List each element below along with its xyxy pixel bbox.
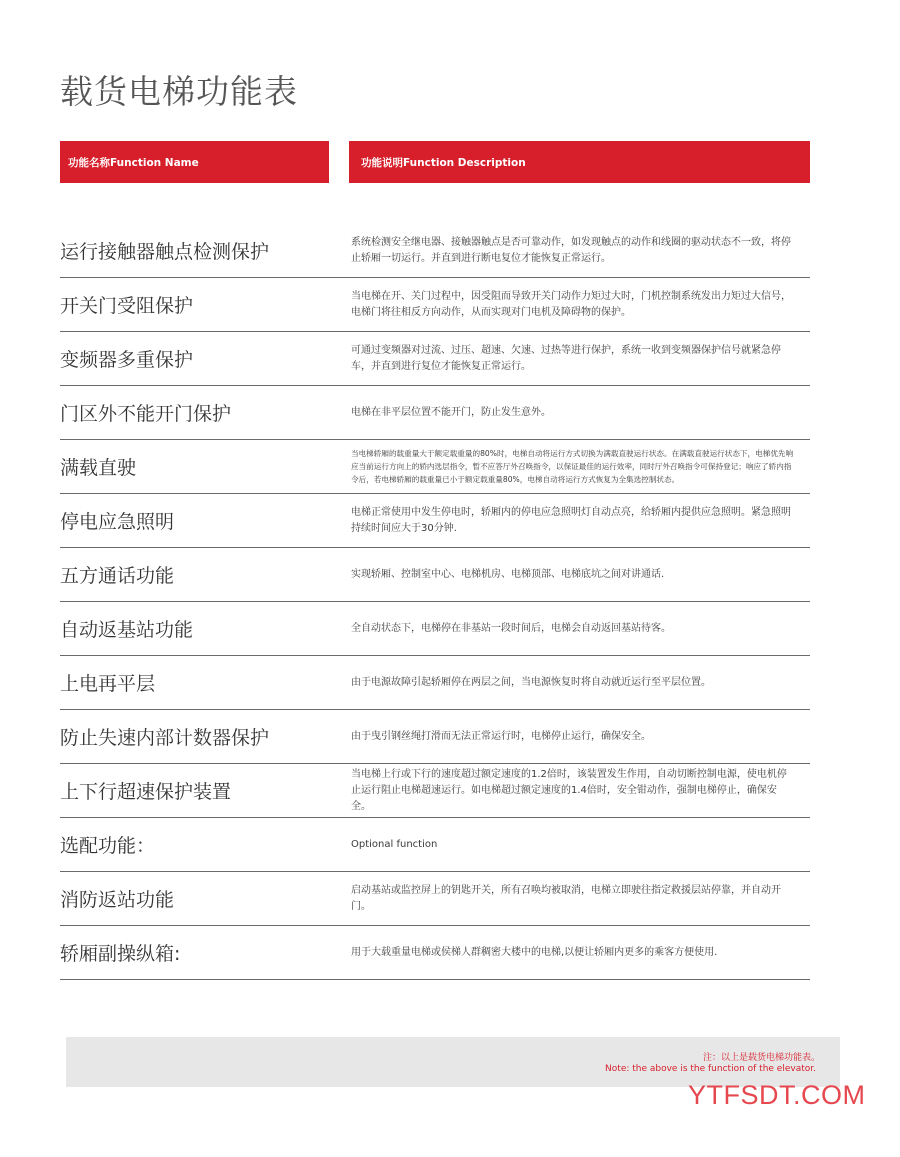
table-row	[60, 440, 810, 494]
function-name: 消防返站功能	[60, 889, 175, 911]
header-function-description: 功能说明Function Description	[349, 141, 810, 183]
function-description: 电梯在非平层位置不能开门，防止发生意外。	[351, 406, 551, 418]
table-row	[60, 764, 810, 818]
table-row	[60, 548, 810, 602]
function-description: 当电梯在开、关门过程中，因受阻而导致开关门动作力矩过大时，门机控制系统发出力矩过大信号，电梯门将往相反方向动作，从而实现对门电机及障碍物的保护。	[351, 290, 791, 318]
function-description: 启动基站或监控屏上的钥匙开关，所有召唤均被取消，电梯立即驶往指定救援层站停靠，并自动开门。	[351, 884, 781, 912]
page-title: 载货电梯功能表	[60, 72, 298, 111]
table-row	[60, 872, 810, 926]
function-description: 当电梯轿厢的载重量大于额定载重量的80%时，电梯自动将运行方式切换为满载直驶运行状态。在满载直驶运行状态下，电梯优先响应当前运行方向上的轿内选层指令，暂不应答厅外召唤指令，以保证最佳的运行效率，同时厅外召唤指令可保持登记；响应了轿内指令后，若电梯轿厢的载重量已小于额定载重量80%，电梯自动将运行方式恢复为全集选控制状态。	[351, 449, 794, 484]
note-chinese: 注：以上是载货电梯功能表。	[702, 1053, 820, 1063]
table-row	[60, 278, 810, 332]
table-row	[60, 602, 810, 656]
function-name: 上电再平层	[60, 673, 156, 695]
table-row	[60, 494, 810, 548]
function-description: 实现轿厢、控制室中心、电梯机房、电梯顶部、电梯底坑之间对讲通话.	[351, 568, 665, 580]
header-function-name: 功能名称Function Name	[60, 141, 329, 183]
function-description: 由于电源故障引起轿厢停在两层之间，当电源恢复时将自动就近运行至平层位置。	[351, 676, 711, 688]
note-english: Note: the above is the function of the elevator.	[605, 1064, 816, 1074]
function-name: 自动返基站功能	[60, 619, 194, 641]
function-description: 用于大载重量电梯或侯梯人群稠密大楼中的电梯,以便让轿厢内更多的乘客方便使用.	[351, 946, 718, 958]
function-name: 满载直驶	[60, 457, 137, 479]
function-name: 停电应急照明	[60, 511, 175, 533]
function-name: 变频器多重保护	[60, 349, 194, 371]
function-description: 由于曳引钢丝绳打滑而无法正常运行时，电梯停止运行，确保安全。	[351, 730, 651, 742]
table-row	[60, 386, 810, 440]
function-description: 当电梯上行或下行的速度超过额定速度的1.2倍时，该装置发生作用，自动切断控制电源，使电机停止运行阻止电梯超速运行。如电梯超过额定速度的1.4倍时，安全钳动作，强制电梯停止，确保安全。	[351, 768, 787, 812]
table-row	[60, 656, 810, 710]
watermark: YTFSDT.COM	[688, 1080, 866, 1110]
table-row	[60, 332, 810, 386]
table-row	[60, 926, 810, 980]
function-description: 可通过变频器对过流、过压、超速、欠速、过热等进行保护，系统一收到变频器保护信号就紧急停车，并直到进行复位才能恢复正常运行。	[351, 344, 781, 372]
function-description: 全自动状态下，电梯停在非基站一段时间后，电梯会自动返回基站待客。	[351, 622, 671, 634]
table-row	[60, 818, 810, 872]
function-description: 电梯正常使用中发生停电时，轿厢内的停电应急照明灯自动点亮，给轿厢内提供应急照明。紧急照明持续时间应大于30分钟.	[351, 506, 791, 534]
function-table	[60, 224, 810, 980]
optional-section-label: 选配功能：	[60, 835, 156, 857]
function-name: 开关门受阻保护	[60, 295, 194, 317]
function-description: 系统检测安全继电器、接触器触点是否可靠动作，如发现触点的动作和线圈的驱动状态不一致，将停止轿厢一切运行。并直到进行断电复位才能恢复正常运行。	[351, 236, 791, 264]
function-description: Optional function	[351, 838, 438, 850]
table-row	[60, 224, 810, 278]
table-row	[60, 710, 810, 764]
function-name: 轿厢副操纵箱:	[60, 943, 181, 965]
function-name: 五方通话功能	[60, 565, 175, 587]
function-name: 上下行超速保护装置	[60, 781, 232, 803]
function-name: 门区外不能开门保护	[60, 403, 232, 425]
function-name: 防止失速内部计数器保护	[60, 727, 270, 749]
function-name: 运行接触器触点检测保护	[60, 241, 270, 263]
